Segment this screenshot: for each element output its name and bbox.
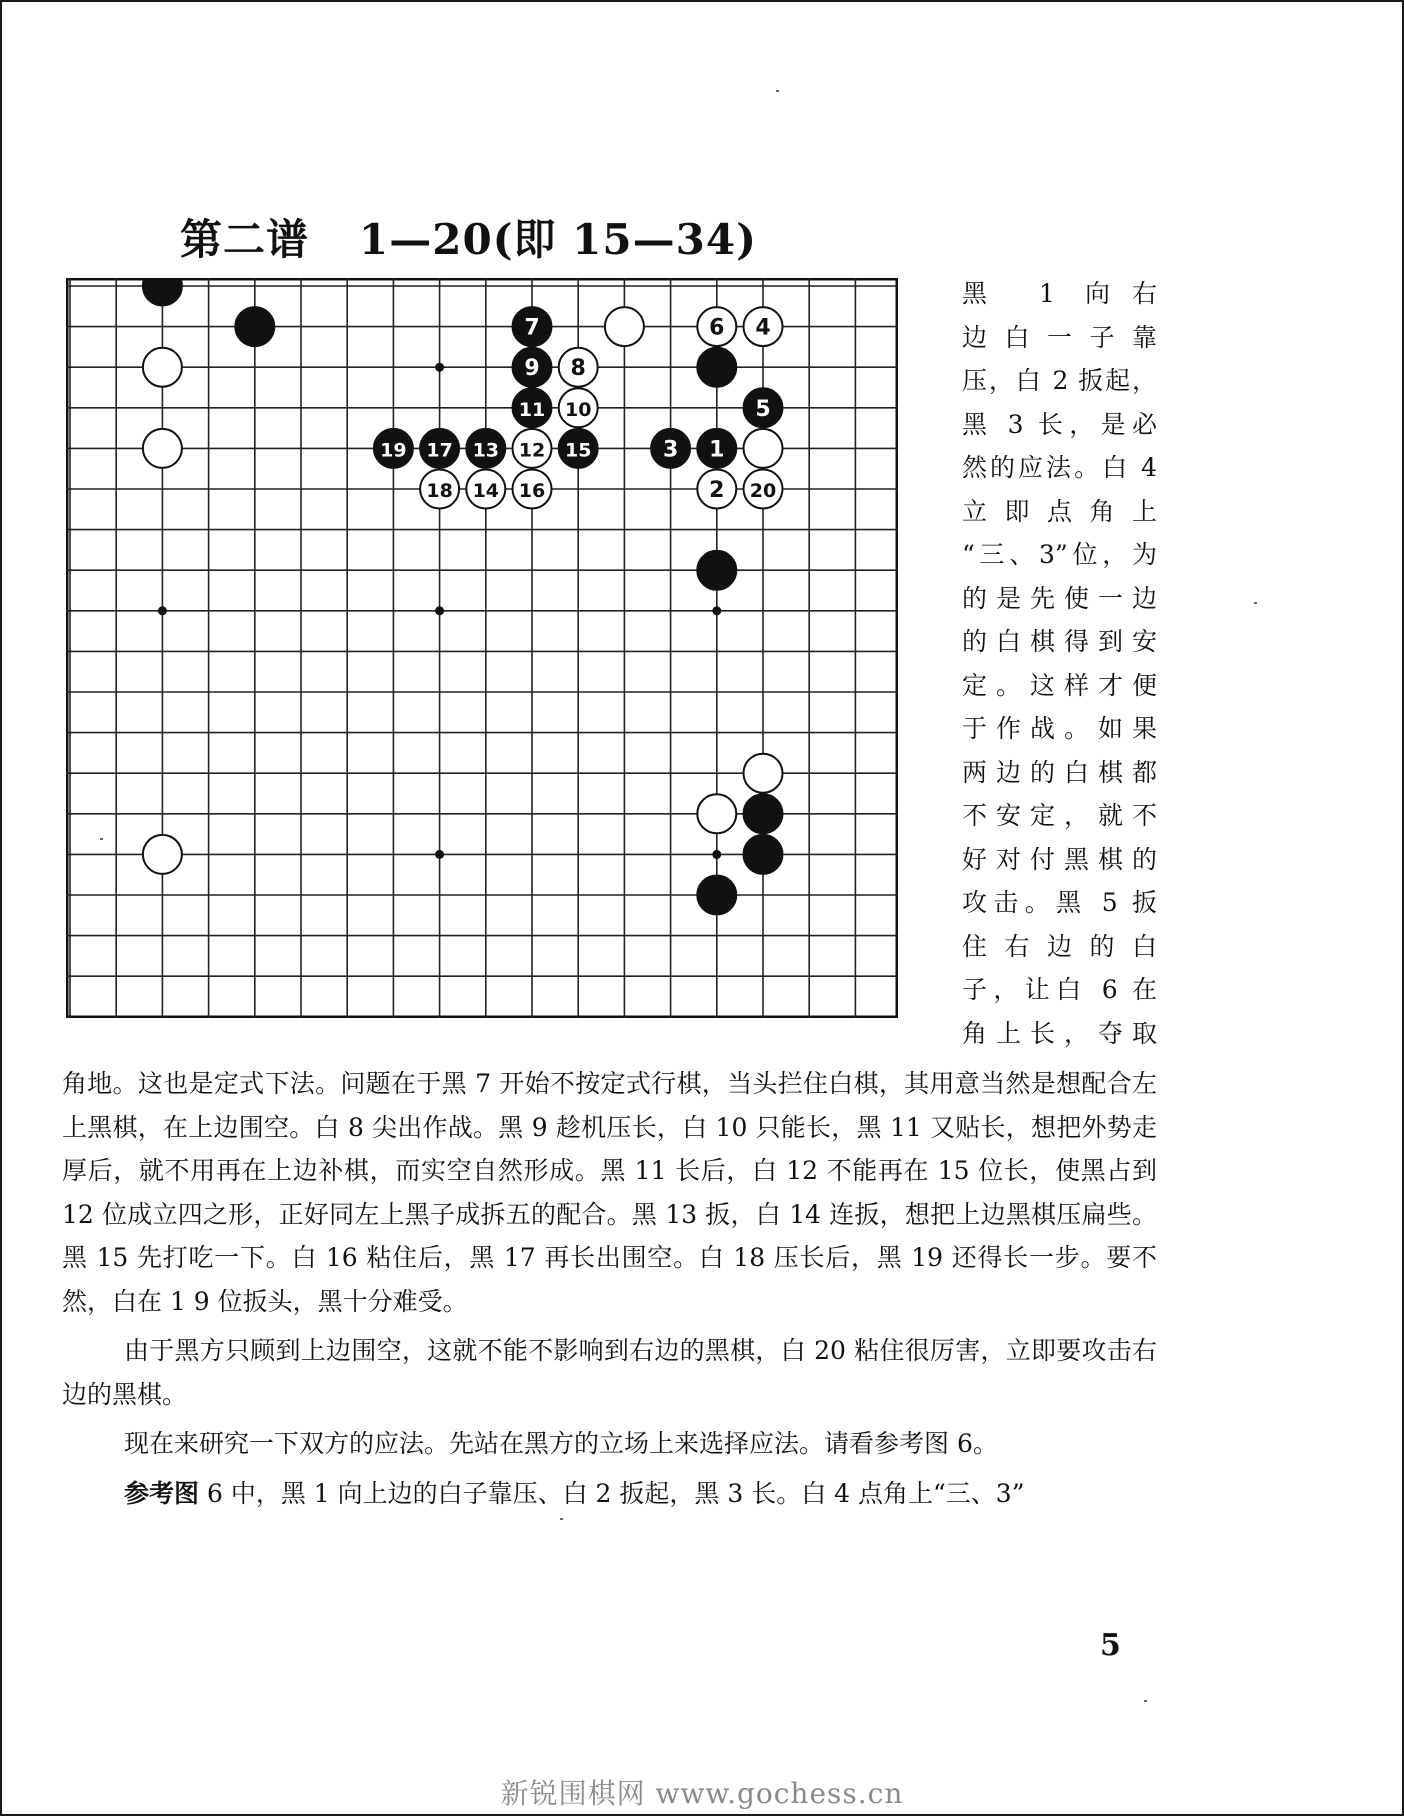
move-number: 11 — [518, 398, 546, 421]
black-stone — [143, 278, 182, 306]
move-number: 9 — [524, 356, 540, 382]
move-number: 12 — [518, 439, 546, 462]
star-point — [435, 363, 444, 372]
page-number: 5 — [1100, 1628, 1121, 1663]
side-text-line: 压，白 2 扳起， — [962, 366, 1157, 395]
black-stone — [697, 348, 736, 387]
paragraph-4-text: 6 中，黑 1 向上边的白子靠压、白 2 扳起，黑 3 长。白 4 点角上“三、3” — [199, 1478, 1025, 1508]
speck — [776, 90, 779, 92]
move-number: 16 — [518, 480, 546, 502]
paragraph-2: 由于黑方只顾到上边围空，这就不能不影响到右边的黑棋，白 20 粘住很厉害，立即要攻击右边的黑棋。 — [62, 1336, 1157, 1409]
paragraph-3: 现在来研究一下双方的应法。先站在黑方的立场上来选择应法。请看参考图 6。 — [124, 1429, 998, 1458]
side-text-line: 的是先使一边 — [962, 583, 1157, 613]
side-text-line: 黑 3 长，是必 — [962, 409, 1157, 439]
star-point — [712, 606, 721, 615]
move-number: 5 — [755, 396, 771, 422]
speck — [100, 838, 103, 840]
black-stone — [744, 835, 783, 874]
side-text-line: 两边的白棋都 — [962, 757, 1157, 787]
move-number: 8 — [570, 356, 586, 382]
paragraph-4 — [62, 1472, 1157, 1516]
side-text-line: 不安定，就不 — [962, 801, 1157, 830]
side-text-line: “三、3”位，为 — [962, 540, 1157, 569]
black-stone — [235, 307, 274, 346]
go-board — [66, 278, 898, 1018]
move-number: 19 — [380, 439, 407, 462]
black-stone — [744, 794, 783, 833]
side-commentary — [962, 272, 1157, 1055]
side-text-line: 定。这样才便 — [962, 670, 1157, 700]
reference-label: 参考图 — [124, 1478, 200, 1508]
white-stone — [143, 835, 182, 874]
move-number: 13 — [472, 439, 500, 462]
move-number: 1 — [709, 437, 725, 463]
white-stone — [143, 429, 182, 468]
speck — [560, 1518, 563, 1520]
move-number: 2 — [709, 478, 725, 503]
speck — [1144, 1700, 1147, 1702]
move-number: 6 — [709, 315, 725, 341]
side-text-line: 住右边的白 — [962, 931, 1157, 961]
move-number: 17 — [426, 439, 453, 462]
move-number: 4 — [755, 315, 771, 341]
commentary-body — [62, 1062, 1157, 1521]
white-stone — [697, 794, 736, 833]
footer-watermark[interactable]: 新锐围棋网 www.gochess.cn — [500, 1777, 904, 1810]
move-number: 15 — [564, 439, 592, 462]
move-number: 7 — [524, 315, 540, 341]
black-stone — [697, 876, 736, 915]
black-stone — [697, 551, 736, 590]
white-stone — [605, 307, 644, 346]
side-text-line: 的白棋得到安 — [962, 627, 1157, 656]
star-point — [435, 850, 444, 859]
side-text-line: 边白一子靠 — [962, 322, 1157, 352]
side-text-line: 子，让白 6 在 — [962, 975, 1157, 1004]
side-text-line: 于作战。如果 — [962, 714, 1157, 743]
side-text-line: 角上长，夺取 — [962, 1018, 1157, 1048]
speck — [1254, 602, 1257, 604]
move-number: 10 — [564, 398, 592, 421]
side-text-line: 攻击。黑 5 扳 — [962, 888, 1157, 917]
move-number: 3 — [662, 437, 679, 463]
white-stone — [744, 754, 783, 793]
side-text-line: 然的应法。白 4 — [962, 453, 1157, 482]
side-text-line: 好对付黑棋的 — [962, 844, 1157, 874]
move-number: 20 — [749, 480, 777, 502]
title-range: 1—20(即 15—34) — [359, 215, 757, 264]
chart-title — [180, 207, 757, 267]
title-heading: 第二谱 — [180, 215, 310, 264]
star-point — [435, 606, 444, 615]
star-point — [712, 850, 721, 859]
star-point — [158, 606, 167, 615]
move-number: 18 — [426, 480, 453, 502]
white-stone — [143, 348, 182, 387]
white-stone — [744, 429, 783, 468]
side-text-line: 立即点角上 — [962, 496, 1157, 526]
move-number: 14 — [472, 480, 500, 502]
paragraph-1: 角地。这也是定式下法。问题在于黑 7 开始不按定式行棋，当头拦住白棋，其用意当然是想配合左上黑棋，在上边围空。白 8 尖出作战。黑 9 趁机压长，白 10 只能长，黑 11 又贴长，想把外势走厚后，就不用再在上边补棋，而实空自然形成。黑 11 长后，白 12 不能再在 15 位长，使黑占到 12 位成立四之形，正好同左上黑子成拆五的配合。黑 13 扳，白 14 连扳，想把上边黑棋压扁些。黑 15 先打吃一下。白 16 粘住后，黑 17 再长出围空。白 18 压长后，黑 19 还得长一步。要不然，白在 1 9 位扳头，黑十分难受。 — [62, 1069, 1157, 1316]
go-board-svg — [66, 278, 898, 1018]
side-text-line: 黑 1 向右 — [962, 279, 1157, 308]
